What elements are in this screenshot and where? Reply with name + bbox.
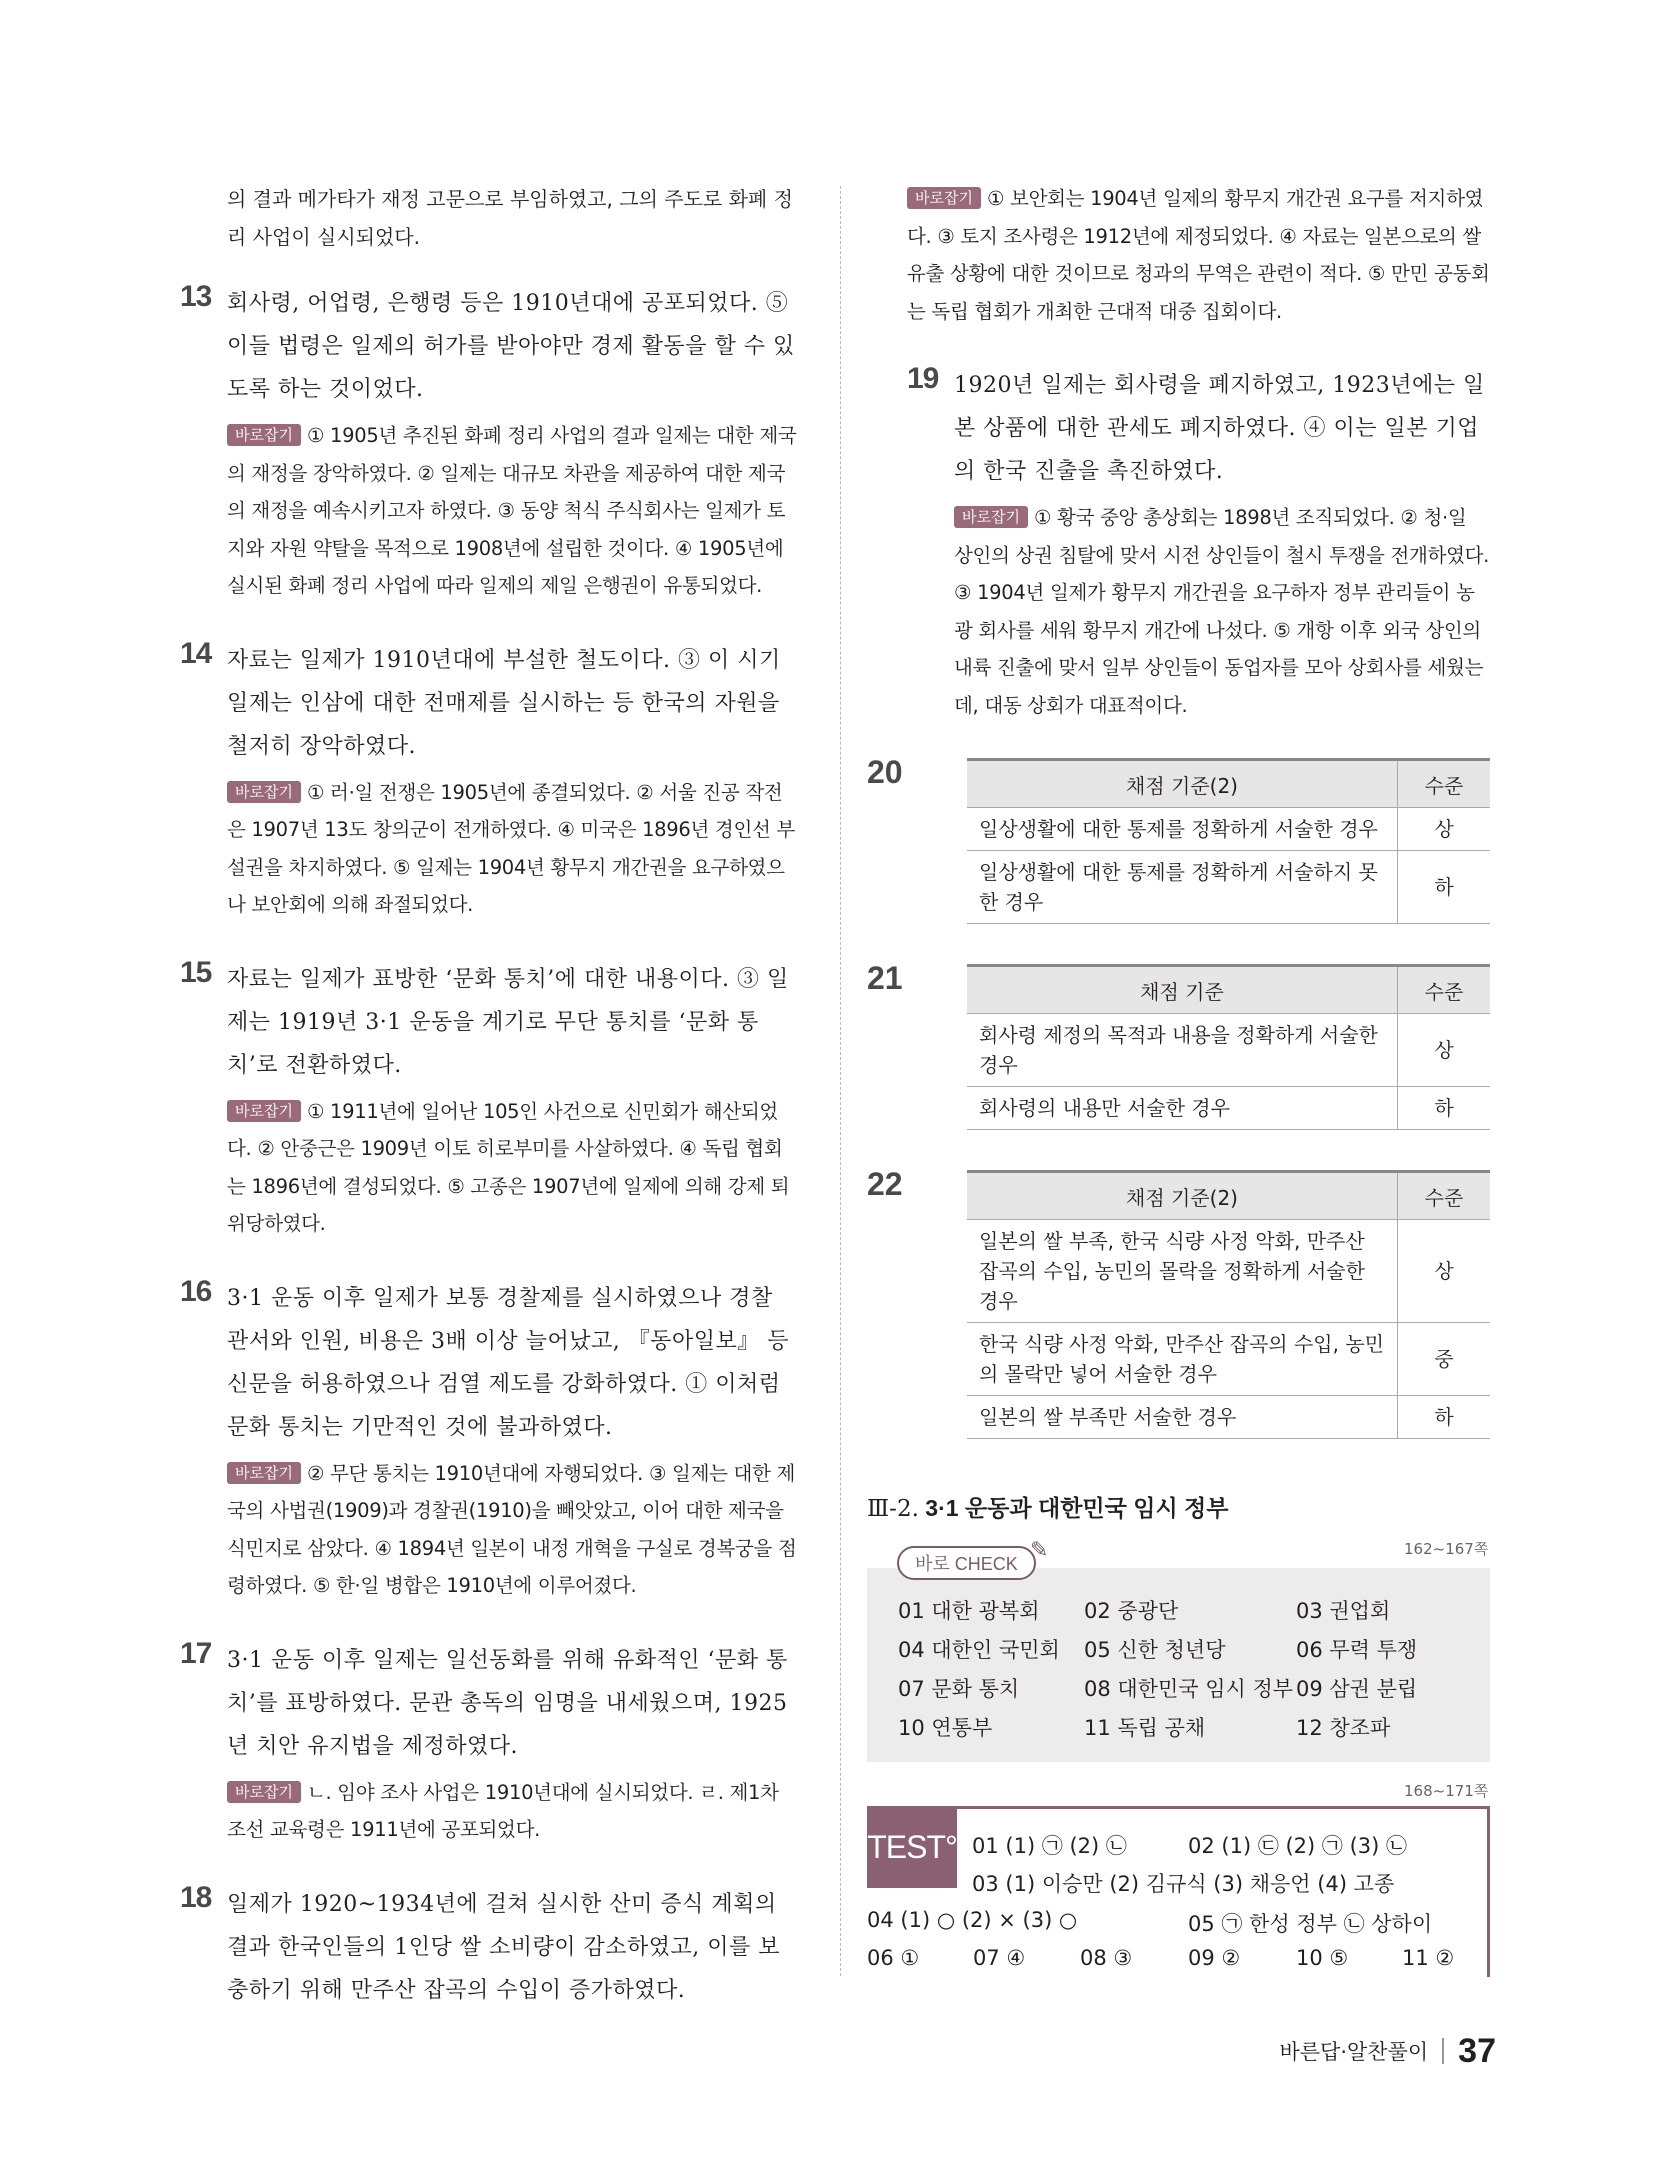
left-column <box>180 180 800 2046</box>
check-row <box>898 1592 1478 1631</box>
table-row <box>967 1220 1490 1323</box>
level-header: 수준 <box>1398 1172 1491 1220</box>
item-number: 14 <box>180 636 212 670</box>
item-explanation: 자료는 일제가 1910년대에 부설한 철도이다. ③ 이 시기 일제는 인삼에 대한 전매제를 실시하는 등 한국의 자원을 철저히 장악하였다. <box>227 647 781 759</box>
page-footer <box>1279 2032 1496 2071</box>
check-answer: 12 창조파 <box>1296 1716 1391 1740</box>
correction-tag: 바로잡기 <box>227 1462 301 1484</box>
answer-item-15 <box>180 955 800 1243</box>
rubric-22 <box>867 1166 1490 1439</box>
criterion: 회사령의 내용만 서술한 경우 <box>967 1087 1398 1130</box>
item-number: 18 <box>180 1880 212 1914</box>
test-answer: 09 ② <box>1188 1946 1241 1970</box>
item-number: 13 <box>180 280 212 313</box>
test-answer-05: 05 ㉠ 한성 정부 ㉡ 상하이 <box>1188 1912 1433 1936</box>
section-title: Ⅲ-2. 3·1 운동과 대한민국 임시 정부 <box>867 1495 1229 1522</box>
item-explanation: 3·1 운동 이후 일제가 보통 경찰제를 실시하였으나 경찰 관서와 인원, 비용은 3배 이상 늘어났고, 『동아일보』 등 신문을 허용하였으나 검열 제도를 강화하였다. ① 이처럼 문화 통치는 기만적인 것에 불과하였다. <box>227 1285 789 1440</box>
rubric-20 <box>867 754 1490 924</box>
check-answer: 04 대한인 국민회 <box>898 1638 1060 1662</box>
test-answer: 07 ④ <box>973 1946 1026 1970</box>
test-label: TEST° <box>867 1806 957 1888</box>
rubric-header: 채점 기준 <box>967 966 1398 1014</box>
footer-label: 바른답·알찬풀이 <box>1279 2040 1429 2064</box>
item-explanation: 회사령, 어업령, 은행령 등은 1910년대에 공포되었다. ⑤ 이들 법령은 일제의 허가를 받아야만 경제 활동을 할 수 있도록 하는 것이었다. <box>227 291 795 402</box>
test-answer-02: 02 (1) ㉢ (2) ㉠ (3) ㉡ <box>1188 1834 1408 1858</box>
item-number: 20 <box>867 754 903 790</box>
rubric-header: 채점 기준(2) <box>967 1172 1398 1220</box>
column-divider <box>840 186 841 1976</box>
check-answer: 10 연통부 <box>898 1716 993 1740</box>
check-answer: 08 대한민국 임시 정부 <box>1084 1677 1294 1701</box>
right-column <box>867 180 1490 1479</box>
item-correction: 바로잡기 ① 1911년에 일어난 105인 사건으로 신민회가 해산되었다. ② 안중근은 1909년 이토 히로부미를 사살하였다. ④ 독립 협회는 1896년에 결성되었다. ⑤ 고종은 1907년에 일제에 의해 강제 퇴위당하였다. <box>227 1099 790 1235</box>
check-answer: 03 권업회 <box>1296 1599 1391 1623</box>
table-row <box>967 851 1490 924</box>
check-label: 바로 CHECK <box>897 1546 1036 1580</box>
item-correction: 바로잡기 ① 1905년 추진된 화폐 정리 사업의 결과 일제는 대한 제국의 재정을 장악하였다. ② 일제는 대규모 차관을 제공하여 대한 제국의 재정을 예속시키고자 하였다. ③ 동양 척식 주식회사는 일제가 토지와 자원 약탈을 목적으로 1908년에 설립한 것이다. ④ 1905년에 실시된 화폐 정리 사업에 따라 일제의 제일 은행권이 유통되었다. <box>227 424 797 597</box>
item-explanation: 3·1 운동 이후 일제는 일선동화를 위해 유화적인 ‘문화 통치’를 표방하였다. 문관 총독의 임명을 내세웠으며, 1925년 치안 유지법을 제정하였다. <box>227 1647 788 1759</box>
item-number: 16 <box>180 1274 212 1308</box>
item-correction: 바로잡기 ㄴ. 임야 조사 사업은 1910년대에 실시되었다. ㄹ. 제1차 조선 교육령은 1911년에 공포되었다. <box>227 1780 779 1841</box>
answer-item-16 <box>180 1274 800 1605</box>
check-answer: 01 대한 광복회 <box>898 1599 1040 1623</box>
table-row <box>967 1014 1490 1087</box>
level: 하 <box>1398 1396 1491 1439</box>
test-answer: 11 ② <box>1402 1946 1455 1970</box>
level-header: 수준 <box>1398 760 1491 808</box>
table-row <box>967 1087 1490 1130</box>
rubric-table <box>967 758 1490 924</box>
test-answer-03: 03 (1) 이승만 (2) 김규식 (3) 채응언 (4) 고종 <box>972 1872 1395 1896</box>
test-answer: 08 ③ <box>1080 1946 1133 1970</box>
level: 상 <box>1398 808 1491 851</box>
rubric-table <box>967 1170 1490 1439</box>
level: 중 <box>1398 1323 1491 1396</box>
answer-item-17 <box>180 1636 800 1849</box>
criterion: 일상생활에 대한 통제를 정확하게 서술하지 못한 경우 <box>967 851 1398 924</box>
item-number: 15 <box>180 955 212 989</box>
item-number: 19 <box>907 362 939 395</box>
check-answers <box>898 1592 1478 1748</box>
answer-item-14 <box>180 636 800 924</box>
criterion: 일본의 쌀 부족만 서술한 경우 <box>967 1396 1398 1439</box>
rubric-21 <box>867 960 1490 1130</box>
level: 상 <box>1398 1014 1491 1087</box>
test-pages: 168~171쪽 <box>1404 1782 1489 1800</box>
check-answer: 07 문화 통치 <box>898 1677 1020 1701</box>
check-answer: 02 중광단 <box>1084 1599 1179 1623</box>
item-number: 22 <box>867 1166 903 1202</box>
check-row <box>898 1709 1478 1748</box>
item-number: 17 <box>180 1636 212 1670</box>
rubric-header: 채점 기준(2) <box>967 760 1398 808</box>
level: 하 <box>1398 1087 1491 1130</box>
check-row <box>898 1670 1478 1709</box>
level: 하 <box>1398 851 1491 924</box>
check-answer: 11 독립 공채 <box>1084 1716 1206 1740</box>
test-answer: 06 ① <box>867 1946 920 1970</box>
test-answer-04: 04 (1) ○ (2) × (3) ○ <box>867 1908 1078 1932</box>
answer-item-19 <box>907 364 1490 724</box>
correction-tag: 바로잡기 <box>227 781 301 803</box>
left-continuation: 의 결과 메가타가 재정 고문으로 부임하였고, 그의 주도로 화폐 정리 사업이 실시되었다. <box>227 187 793 249</box>
level-header: 수준 <box>1398 966 1491 1014</box>
criterion: 한국 식량 사정 악화, 만주산 잡곡의 수입, 농민의 몰락만 넣어 서술한 경우 <box>967 1323 1398 1396</box>
item-explanation: 1920년 일제는 회사령을 폐지하였고, 1923년에는 일본 상품에 대한 관세도 폐지하였다. ④ 이는 일본 기업의 한국 진출을 촉진하였다. <box>954 373 1485 484</box>
correction-tag: 바로잡기 <box>227 1781 301 1803</box>
test-answer-01: 01 (1) ㉠ (2) ㉡ <box>972 1834 1127 1858</box>
item-correction: 바로잡기 ② 무단 통치는 1910년대에 자행되었다. ③ 일제는 대한 제국의 사법권(1909)과 경찰권(1910)을 빼앗았고, 이어 대한 제국을 식민지로 삼았다. ④ 1894년 일본이 내정 개혁을 구실로 경복궁을 점령하였다. ⑤ 한·일 병합은 1910년에 이루어졌다. <box>227 1461 797 1597</box>
correction-tag: 바로잡기 <box>907 187 981 209</box>
item-explanation: 일제가 1920~1934년에 걸쳐 실시한 산미 증식 계획의 결과 한국인들의 1인당 쌀 소비량이 감소하였고, 이를 보충하기 위해 만주산 잡곡의 수입이 증가하였다. <box>227 1891 780 2003</box>
check-answer: 09 삼권 분립 <box>1296 1677 1418 1701</box>
item-explanation: 자료는 일제가 표방한 ‘문화 통치’에 대한 내용이다. ③ 일제는 1919년 3·1 운동을 계기로 무단 통치를 ‘문화 통치’로 전환하였다. <box>227 966 789 1078</box>
check-answer: 05 신한 청년당 <box>1084 1638 1226 1662</box>
item-number: 21 <box>867 960 903 996</box>
check-pages: 162~167쪽 <box>1404 1540 1489 1558</box>
table-row <box>967 1323 1490 1396</box>
criterion: 일본의 쌀 부족, 한국 식량 사정 악화, 만주산 잡곡의 수입, 농민의 몰락을 정확하게 서술한 경우 <box>967 1220 1398 1323</box>
level: 상 <box>1398 1220 1491 1323</box>
table-row <box>967 1396 1490 1439</box>
correction-tag: 바로잡기 <box>227 424 301 446</box>
criterion: 회사령 제정의 목적과 내용을 정확하게 서술한 경우 <box>967 1014 1398 1087</box>
criterion: 일상생활에 대한 통제를 정확하게 서술한 경우 <box>967 808 1398 851</box>
pin-icon: ✎ <box>1030 1538 1049 1563</box>
correction-tag: 바로잡기 <box>227 1100 301 1122</box>
item-correction: 바로잡기 ① 황국 중앙 총상회는 1898년 조직되었다. ② 청·일 상인의 상권 침탈에 맞서 시전 상인들이 철시 투쟁을 전개하였다. ③ 1904년 일제가 황무지 개간권을 요구하자 정부 관리들이 농광 회사를 세워 황무지 개간에 나섰다. ⑤ 개항 이후 외국 상인의 내륙 진출에 맞서 일부 상인들이 동업자를 모아 상회사를 세웠는데, 대동 상회가 대표적이다. <box>954 506 1490 717</box>
correction-tag: 바로잡기 <box>954 506 1028 528</box>
table-row <box>967 808 1490 851</box>
page-number: 37 <box>1458 2032 1496 2070</box>
answer-item-18 <box>180 1880 800 2012</box>
test-answer: 10 ⑤ <box>1296 1946 1349 1970</box>
item-correction: 바로잡기 ① 러·일 전쟁은 1905년에 종결되었다. ② 서울 진공 작전은 1907년 13도 창의군이 전개하였다. ④ 미국은 1896년 경인선 부설권을 차지하였다. ⑤ 일제는 1904년 황무지 개간권을 요구하였으나 보안회에 의해 좌절되었다. <box>227 780 795 916</box>
answer-item-13 <box>180 282 800 605</box>
right-continuation: 바로잡기 ① 보안회는 1904년 일제의 황무지 개간권 요구를 저지하였다. ③ 토지 조사령은 1912년에 제정되었다. ④ 자료는 일본으로의 쌀 유출 상황에 대한 것이므로 청과의 무역은 관련이 적다. ⑤ 만민 공동회는 독립 협회가 개최한 근대적 대중 집회이다. <box>907 187 1490 323</box>
rubric-table <box>967 964 1490 1130</box>
check-answer: 06 무력 투쟁 <box>1296 1638 1418 1662</box>
footer-divider <box>1442 2038 1444 2064</box>
check-row <box>898 1631 1478 1670</box>
